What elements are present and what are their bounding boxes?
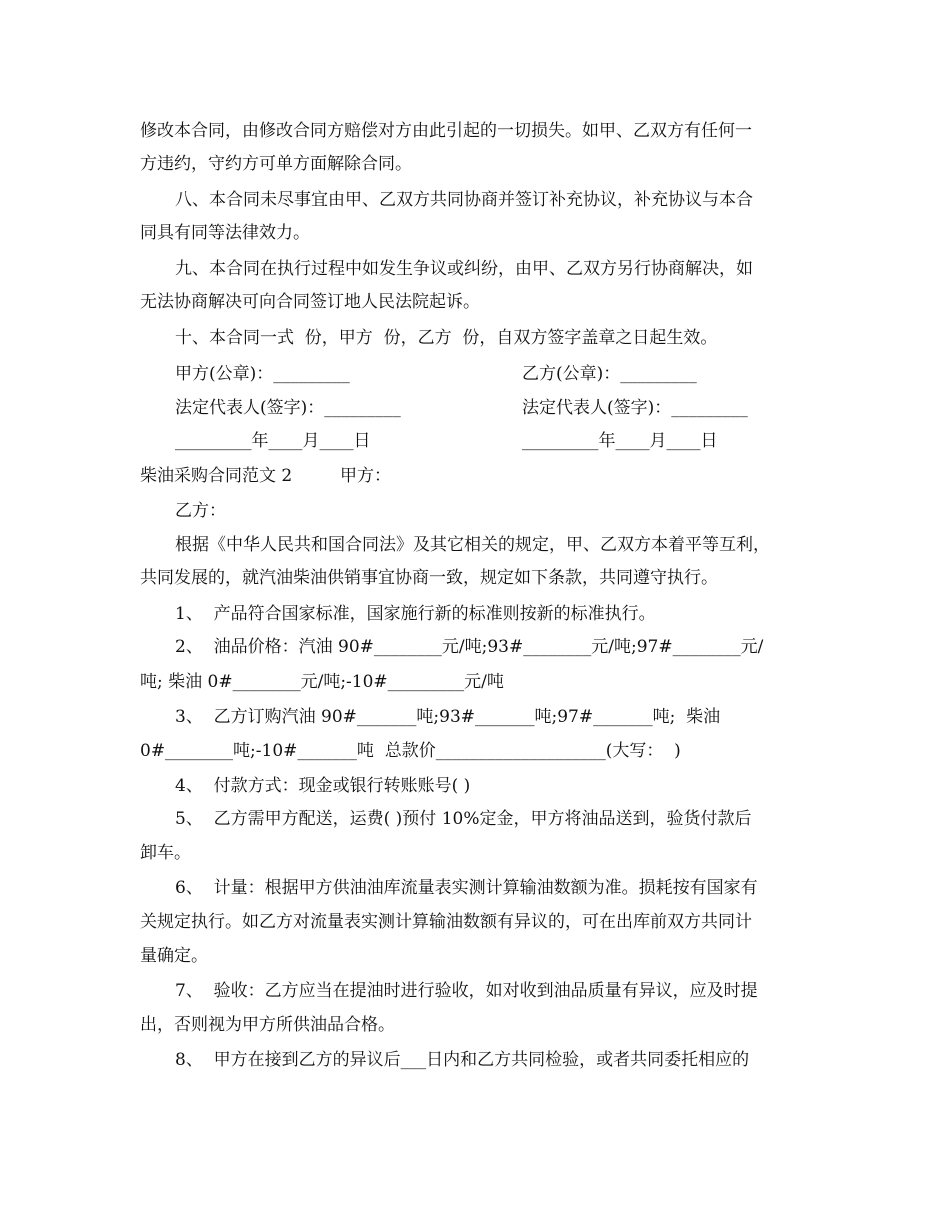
party-b-label: 乙方： [175,501,226,521]
item-2-line: 2、 油品价格：汽油 90#________元/吨;93#________元/吨;97#________元/ [175,637,764,657]
item-5-line: 5、 乙方需甲方配送，运费( )预付 10%定金，甲方将油品送到，验货付款后 [175,809,752,829]
item-8-line: 8、 甲方在接到乙方的异议后___日内和乙方共同检验，或者共同委托相应的 [175,1050,750,1070]
rep-b-signature-field: 法定代表人(签字)：_________ [522,398,748,418]
paragraph-line: 修改本合同，由修改合同方赔偿对方由此引起的一切损失。如甲、乙双方有任何一 [140,121,752,141]
paragraph-line: 关规定执行。如乙方对流量表实测计算输油数额有异议的，可在出库前双方共同计 [140,912,752,932]
item-3-line: 3、 乙方订购汽油 90#_______吨;93#_______吨;97#_______吨; 柴油 [175,707,721,727]
paragraph-line: 卸车。 [140,843,191,863]
paragraph-line: 同具有同等法律效力。 [140,223,310,243]
clause-8-line: 八、本合同未尽事宜由甲、乙双方共同协商并签订补充协议，补充协议与本合 [175,190,753,210]
party-b-seal-field: 乙方(公章)：_________ [522,364,697,384]
paragraph-line: 无法协商解决可向合同签订地人民法院起诉。 [140,292,480,312]
intro-line: 根据《中华人民共和国合同法》及其它相关的规定，甲、乙双方本着平等互利， [175,535,770,555]
date-b-field: _________年____月____日 [522,431,718,451]
clause-10-line: 十、本合同一式 份，甲方 份，乙方 份，自双方签字盖章之日起生效。 [175,328,718,348]
paragraph-line: 吨; 柴油 0#________元/吨;-10#_________元/吨 [140,672,504,692]
paragraph-line: 出，否则视为甲方所供油品合格。 [140,1015,395,1035]
item-7-line: 7、 验收：乙方应当在提油时进行验收，如对收到油品质量有异议，应及时提 [175,981,758,1001]
paragraph-line: 共同发展的，就汽油柴油供销事宜协商一致，规定如下条款，共同遵守执行。 [140,568,718,588]
paragraph-line: 方违约，守约方可单方面解除合同。 [140,154,412,174]
section-title: 柴油采购合同范文 2 [140,466,293,486]
item-4-line: 4、 付款方式：现金或银行转账账号( ) [175,776,471,796]
paragraph-line: 0#________吨;-10#_______吨 总款价____________________(大写： ) [140,741,681,761]
clause-9-line: 九、本合同在执行过程中如发生争议或纠纷，由甲、乙双方另行协商解决，如 [175,259,753,279]
rep-a-signature-field: 法定代表人(签字)：_________ [175,398,401,418]
date-a-field: _________年____月____日 [175,431,371,451]
party-a-label: 甲方： [340,466,391,486]
item-1-line: 1、 产品符合国家标准，国家施行新的标准则按新的标准执行。 [175,604,656,624]
paragraph-line: 量确定。 [140,946,208,966]
item-6-line: 6、 计量：根据甲方供油油库流量表实测计算输油数额为准。损耗按有国家有 [175,878,758,898]
party-a-seal-field: 甲方(公章)：_________ [175,364,350,384]
